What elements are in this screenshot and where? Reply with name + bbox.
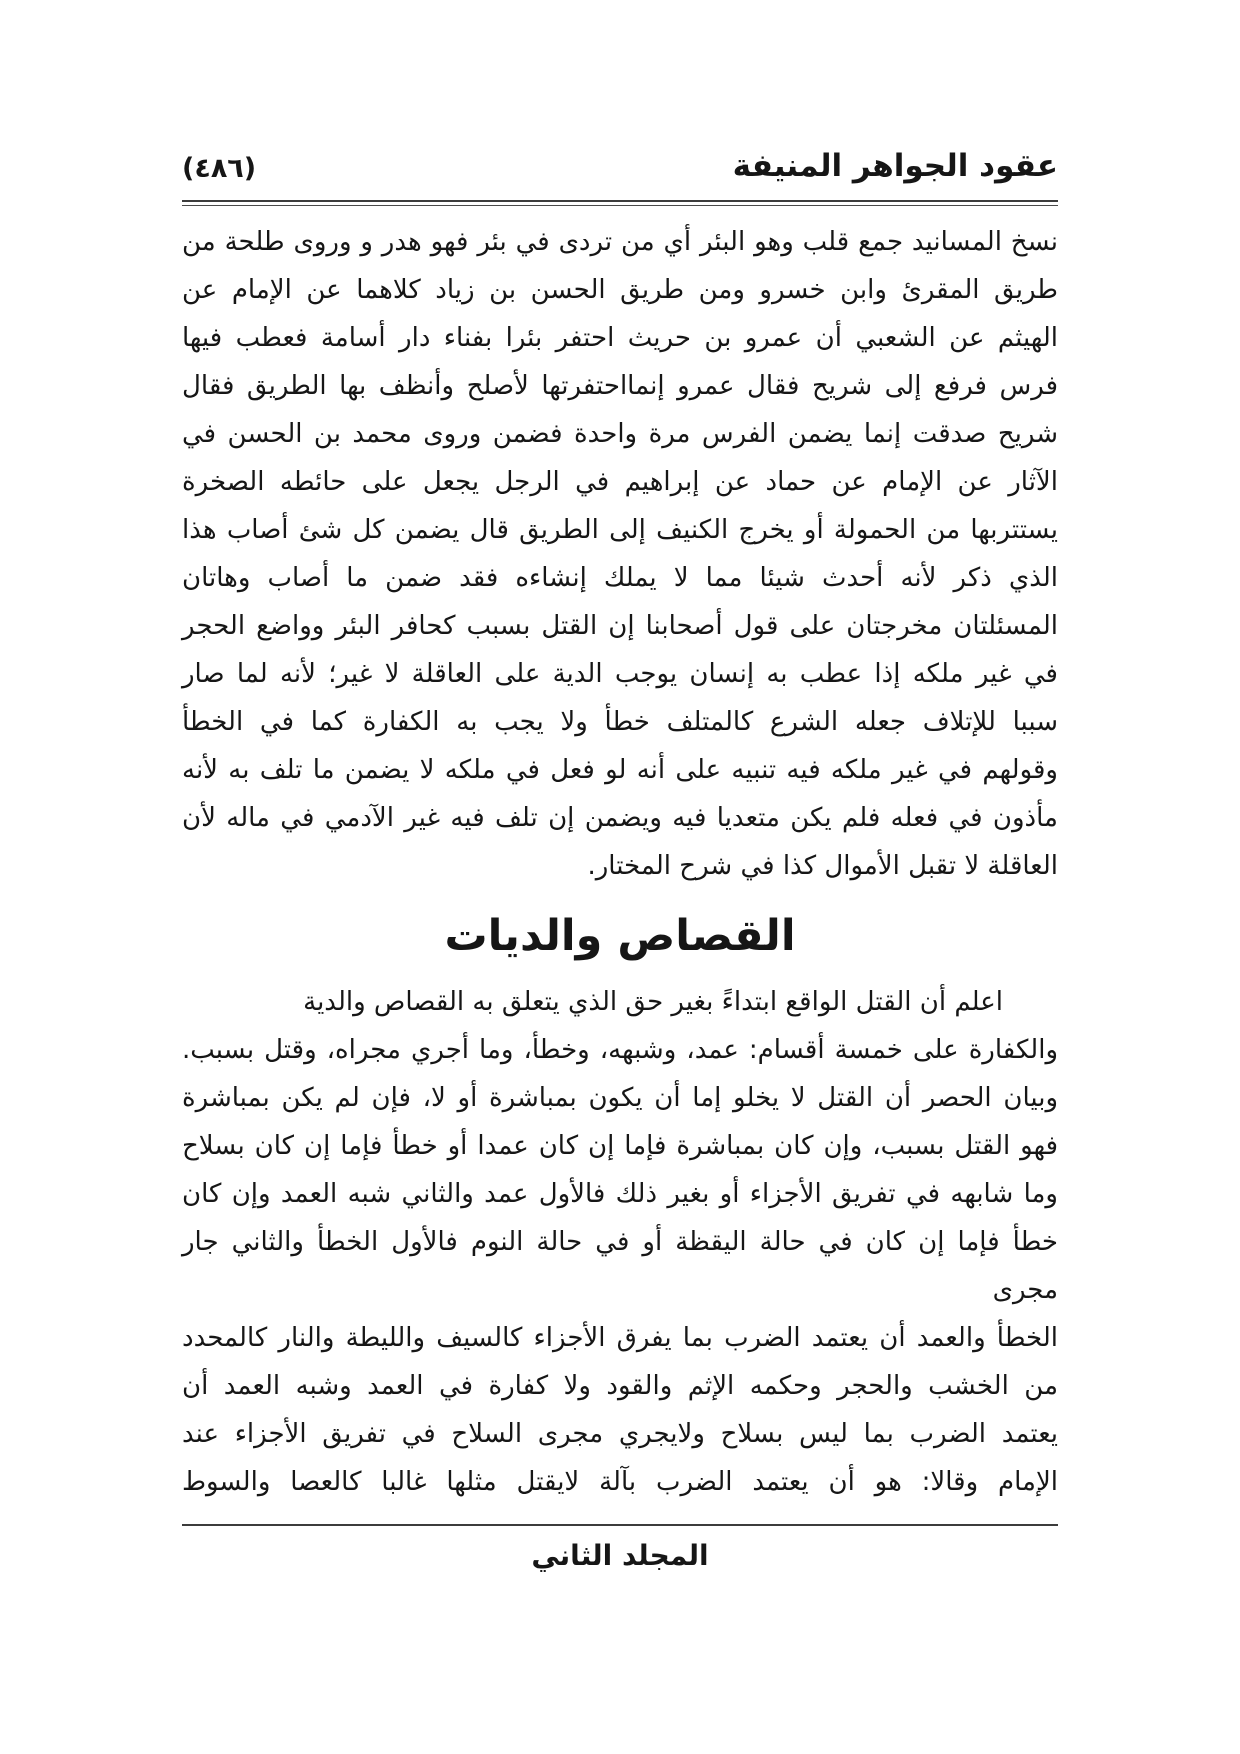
text-line: مأذون في فعله فلم يكن متعديا فيه ويضمن إن تلف فيه غير الآدمي في ماله لأن [182, 803, 1058, 833]
text-line: الخطأ والعمد أن يعتمد الضرب بما يفرق الأجزاء كالسيف والليطة والنار كالمحدد [182, 1323, 1058, 1353]
text-line: نسخ المسانيد جمع قلب وهو البئر أي من تردى في بئر فهو هدر و وروى طلحة من [182, 227, 1058, 257]
text-line: من الخشب والحجر وحكمه الإثم والقود ولا كفارة في العمد وشبه العمد أن [182, 1371, 1058, 1401]
text-line: الإمام وقالا: هو أن يعتمد الضرب بآلة لايقتل مثلها غالبا كالعصا والسوط [182, 1467, 1058, 1497]
text-line: خطأ فإما إن كان في حالة اليقظة أو في حالة النوم فالأول الخطأ والثاني جار مجرى [182, 1227, 1058, 1305]
text-line: والكفارة على خمسة أقسام: عمد، وشبهه، وخطأ، وما أجري مجراه، وقتل بسبب. [182, 1035, 1058, 1065]
footer-rule [182, 1524, 1058, 1526]
section-heading: القصاص والديات [444, 911, 796, 961]
paragraph-qisas-diyat [182, 978, 1058, 1506]
text-line: الآثار عن الإمام عن حماد عن إبراهيم في الرجل يجعل على حائطه الصخرة [182, 467, 1058, 497]
text-line: الهيثم عن الشعبي أن عمرو بن حريث احتفر بئرا بفناء دار أسامة فعطب فيها [182, 323, 1058, 353]
text-line: طريق المقرئ وابن خسرو ومن طريق الحسن بن زياد كلاهما عن الإمام عن [182, 275, 1058, 305]
header-rule [182, 200, 1058, 206]
text-line: سببا للإتلاف جعله الشرع كالمتلف خطأ ولا يجب به الكفارة كما في الخطأ [182, 707, 1058, 737]
page-header [182, 148, 1058, 184]
volume-label: المجلد الثاني [531, 1539, 709, 1572]
text-line: فرس فرفع إلى شريح فقال عمرو إنمااحتفرتها لأصلح وأنظف بها الطريق فقال [182, 371, 1058, 401]
text-line: الذي ذكر لأنه أحدث شيئا مما لا يملك إنشاءه فقد ضمن ما أصاب وهاتان [182, 563, 1058, 593]
text-line: في غير ملكه إذا عطب به إنسان يوجب الدية على العاقلة لا غير؛ لأنه لما صار [182, 659, 1058, 689]
text-line: وما شابهه في تفريق الأجزاء أو بغير ذلك فالأول عمد والثاني شبه العمد وإن كان [182, 1179, 1058, 1209]
text-line: وبيان الحصر أن القتل لا يخلو إما أن يكون بمباشرة أو لا، فإن لم يكن بمباشرة [182, 1083, 1058, 1113]
text-line: اعلم أن القتل الواقع ابتداءً بغير حق الذي يتعلق به القصاص والدية [303, 987, 1003, 1017]
text-line: وقولهم في غير ملكه فيه تنبيه على أنه لو فعل في ملكه لا يضمن ما تلف به لأنه [182, 755, 1058, 785]
text-line: شريح صدقت إنما يضمن الفرس مرة واحدة فضمن وروى محمد بن الحسن في [182, 419, 1058, 449]
paragraph-continuation [182, 218, 1058, 890]
text-line: العاقلة لا تقبل الأموال كذا في شرح المختار. [587, 851, 1058, 881]
page-number: (٤٨٦) [182, 153, 257, 184]
book-title: عقود الجواهر المنيفة [732, 148, 1058, 184]
text-line: يستتربها من الحمولة أو يخرج الكنيف إلى الطريق قال يضمن كل شئ أصاب هذا [182, 515, 1058, 545]
text-line: فهو القتل بسبب، وإن كان بمباشرة فإما إن كان عمدا أو خطأ فإما إن كان بسلاح [182, 1131, 1058, 1161]
text-line: يعتمد الضرب بما ليس بسلاح ولايجري مجرى السلاح في تفريق الأجزاء عند [182, 1419, 1058, 1449]
text-line: المسئلتان مخرجتان على قول أصحابنا إن القتل بسبب كحافر البئر وواضع الحجر [182, 611, 1058, 641]
